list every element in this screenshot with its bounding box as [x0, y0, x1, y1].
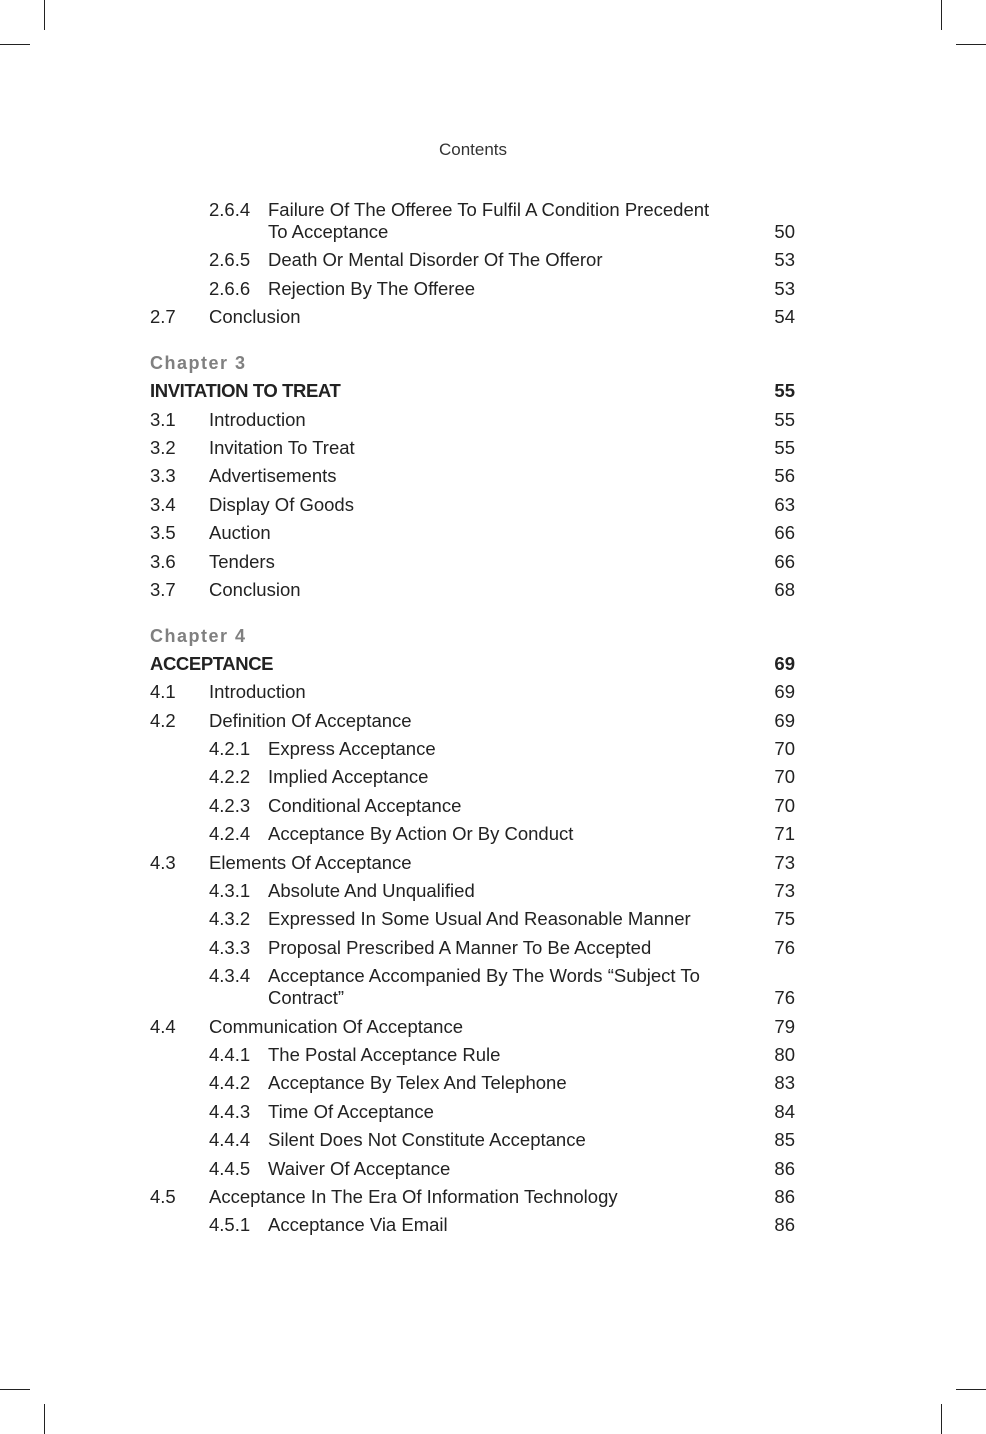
entry-title: Acceptance In The Era Of Information Technology — [209, 1185, 618, 1207]
entry-number: 4.4.1 — [209, 1043, 251, 1065]
page-number: 70 — [774, 766, 795, 788]
entry-title: Conditional Acceptance — [268, 794, 462, 816]
toc-section-entry[interactable] — [150, 579, 795, 601]
crop-mark — [956, 44, 986, 45]
entry-title: Invitation To Treat — [209, 436, 355, 458]
page-number: 69 — [774, 652, 795, 674]
entry-number: 4.2.1 — [209, 738, 251, 760]
page-number: 53 — [774, 277, 795, 299]
entry-title: Introduction — [209, 681, 306, 703]
entry-title: Auction — [209, 522, 271, 544]
page-number: 63 — [774, 493, 795, 515]
page-number: 69 — [774, 709, 795, 731]
entry-title: Time Of Acceptance — [268, 1100, 434, 1122]
entry-number: 4.5.1 — [209, 1214, 251, 1236]
entry-title: Silent Does Not Constitute Acceptance — [268, 1129, 586, 1151]
page-number: 69 — [774, 681, 795, 703]
page-number: 73 — [774, 880, 795, 902]
toc-section-entry[interactable] — [150, 437, 795, 459]
crop-mark — [941, 0, 942, 30]
toc-subsection-entry[interactable] — [150, 1072, 795, 1094]
entry-number: 2.6.5 — [209, 249, 251, 271]
page-number: 68 — [774, 578, 795, 600]
page-number: 55 — [774, 408, 795, 430]
entry-number: 4.3 — [150, 851, 176, 873]
entry-title: Elements Of Acceptance — [209, 851, 412, 873]
page-number: 56 — [774, 465, 795, 487]
chapter-title[interactable] — [150, 653, 795, 675]
toc-subsection-entry[interactable] — [150, 965, 795, 1009]
entry-title: The Postal Acceptance Rule — [268, 1043, 501, 1065]
toc-subsection-entry[interactable] — [150, 1129, 795, 1151]
page-number: 76 — [774, 936, 795, 958]
page-number: 66 — [774, 522, 795, 544]
toc-section-entry[interactable] — [150, 409, 795, 431]
page-number: 75 — [774, 908, 795, 930]
toc-subsection-entry[interactable] — [150, 1158, 795, 1180]
entry-number: 2.7 — [150, 306, 176, 328]
entry-number: 3.7 — [150, 578, 176, 600]
toc-subsection-entry[interactable] — [150, 795, 795, 817]
chapter-title[interactable] — [150, 380, 795, 402]
page-number: 86 — [774, 1185, 795, 1207]
page-number: 54 — [774, 306, 795, 328]
entry-title: Acceptance Via Email — [268, 1214, 448, 1236]
crop-mark — [0, 44, 30, 45]
entry-title: Acceptance By Telex And Telephone — [268, 1072, 567, 1094]
entry-number: 3.1 — [150, 408, 176, 430]
page-number: 71 — [774, 823, 795, 845]
toc-subsection-entry[interactable] — [150, 766, 795, 788]
toc-section-entry[interactable] — [150, 465, 795, 487]
entry-title: Proposal Prescribed A Manner To Be Accepted — [268, 936, 652, 958]
entry-title: Failure Of The Offeree To Fulfil A Condition Precedent To Acceptance — [268, 199, 710, 242]
toc-section-entry[interactable] — [150, 681, 795, 703]
toc-section-entry[interactable] — [150, 1016, 795, 1038]
entry-number: 4.2.4 — [209, 823, 251, 845]
page-number: 85 — [774, 1129, 795, 1151]
page-number: 84 — [774, 1100, 795, 1122]
chapter-label: Chapter 4 — [150, 625, 247, 646]
page-number: 73 — [774, 851, 795, 873]
toc-subsection-entry[interactable] — [150, 937, 795, 959]
entry-title: Waiver Of Acceptance — [268, 1157, 451, 1179]
entry-number: 4.1 — [150, 681, 176, 703]
entry-title: Rejection By The Offeree — [268, 277, 476, 299]
toc-section-entry[interactable] — [150, 494, 795, 516]
crop-mark — [44, 1404, 45, 1434]
entry-number: 4.4.5 — [209, 1157, 251, 1179]
toc-subsection-entry[interactable] — [150, 278, 795, 300]
entry-number: 4.3.2 — [209, 908, 251, 930]
toc-section-entry[interactable] — [150, 551, 795, 573]
page-number: 83 — [774, 1072, 795, 1094]
page-number: 55 — [774, 436, 795, 458]
chapter-label: Chapter 3 — [150, 353, 247, 374]
page-number: 53 — [774, 249, 795, 271]
entry-title: Absolute And Unqualified — [268, 880, 475, 902]
toc-subsection-entry[interactable] — [150, 1214, 795, 1236]
page-number: 79 — [774, 1015, 795, 1037]
toc-section-entry[interactable] — [150, 522, 795, 544]
entry-number: 3.2 — [150, 436, 176, 458]
chapter-title-text: ACCEPTANCE — [150, 652, 274, 674]
crop-mark — [44, 0, 45, 30]
entry-number: 2.6.4 — [209, 199, 251, 220]
page-number: 70 — [774, 738, 795, 760]
entry-title: Death Or Mental Disorder Of The Offeror — [268, 249, 603, 271]
entry-title: Conclusion — [209, 306, 301, 328]
entry-number: 3.5 — [150, 522, 176, 544]
entry-title: Definition Of Acceptance — [209, 709, 412, 731]
entry-title: Advertisements — [209, 465, 337, 487]
toc-subsection-entry[interactable] — [150, 1101, 795, 1123]
entry-number: 3.3 — [150, 465, 176, 487]
chapter-title-text: INVITATION TO TREAT — [150, 380, 341, 402]
crop-mark — [941, 1404, 942, 1434]
entry-title: Express Acceptance — [268, 738, 436, 760]
entry-title: Tenders — [209, 550, 275, 572]
page-number: 86 — [774, 1214, 795, 1236]
entry-number: 4.2.3 — [209, 794, 251, 816]
entry-number: 4.4.2 — [209, 1072, 251, 1094]
page-number: 76 — [774, 987, 795, 1009]
running-header: Contents — [438, 140, 508, 159]
page-number: 86 — [774, 1157, 795, 1179]
entry-number: 4.5 — [150, 1185, 176, 1207]
entry-title: Communication Of Acceptance — [209, 1015, 463, 1037]
entry-number: 4.4.4 — [209, 1129, 251, 1151]
page-number: 50 — [774, 221, 795, 242]
crop-mark — [956, 1389, 986, 1390]
page-number: 80 — [774, 1043, 795, 1065]
page-number: 55 — [774, 380, 795, 402]
toc-subsection-entry[interactable] — [150, 738, 795, 760]
table-of-contents — [150, 199, 795, 1243]
entry-number: 3.6 — [150, 550, 176, 572]
entry-number: 4.3.1 — [209, 880, 251, 902]
entry-number: 4.2.2 — [209, 766, 251, 788]
entry-number: 4.2 — [150, 709, 176, 731]
entry-number: 3.4 — [150, 493, 176, 515]
toc-subsection-entry[interactable] — [150, 249, 795, 271]
entry-title: Expressed In Some Usual And Reasonable Manner — [268, 908, 691, 930]
entry-number: 4.4.3 — [209, 1100, 251, 1122]
entry-title: Implied Acceptance — [268, 766, 429, 788]
entry-title: Acceptance By Action Or By Conduct — [268, 823, 574, 845]
toc-subsection-entry[interactable] — [150, 199, 795, 243]
toc-section-entry[interactable] — [150, 852, 795, 874]
toc-subsection-entry[interactable] — [150, 1044, 795, 1066]
page-number: 66 — [774, 550, 795, 572]
crop-mark — [0, 1389, 30, 1390]
entry-number: 4.3.4 — [209, 965, 251, 987]
entry-title: Acceptance Accompanied By The Words “Subject To Contract” — [268, 965, 700, 1009]
entry-title: Conclusion — [209, 578, 301, 600]
toc-section-entry[interactable] — [150, 1186, 795, 1208]
entry-number: 2.6.6 — [209, 277, 251, 299]
toc-section-entry[interactable] — [150, 710, 795, 732]
entry-number: 4.3.3 — [209, 936, 251, 958]
entry-title: Display Of Goods — [209, 493, 354, 515]
page-number: 70 — [774, 794, 795, 816]
entry-title: Introduction — [209, 408, 306, 430]
entry-number: 4.4 — [150, 1015, 176, 1037]
toc-subsection-entry[interactable] — [150, 880, 795, 902]
toc-subsection-entry[interactable] — [150, 908, 795, 930]
toc-section-entry[interactable] — [150, 306, 795, 328]
toc-subsection-entry[interactable] — [150, 823, 795, 845]
